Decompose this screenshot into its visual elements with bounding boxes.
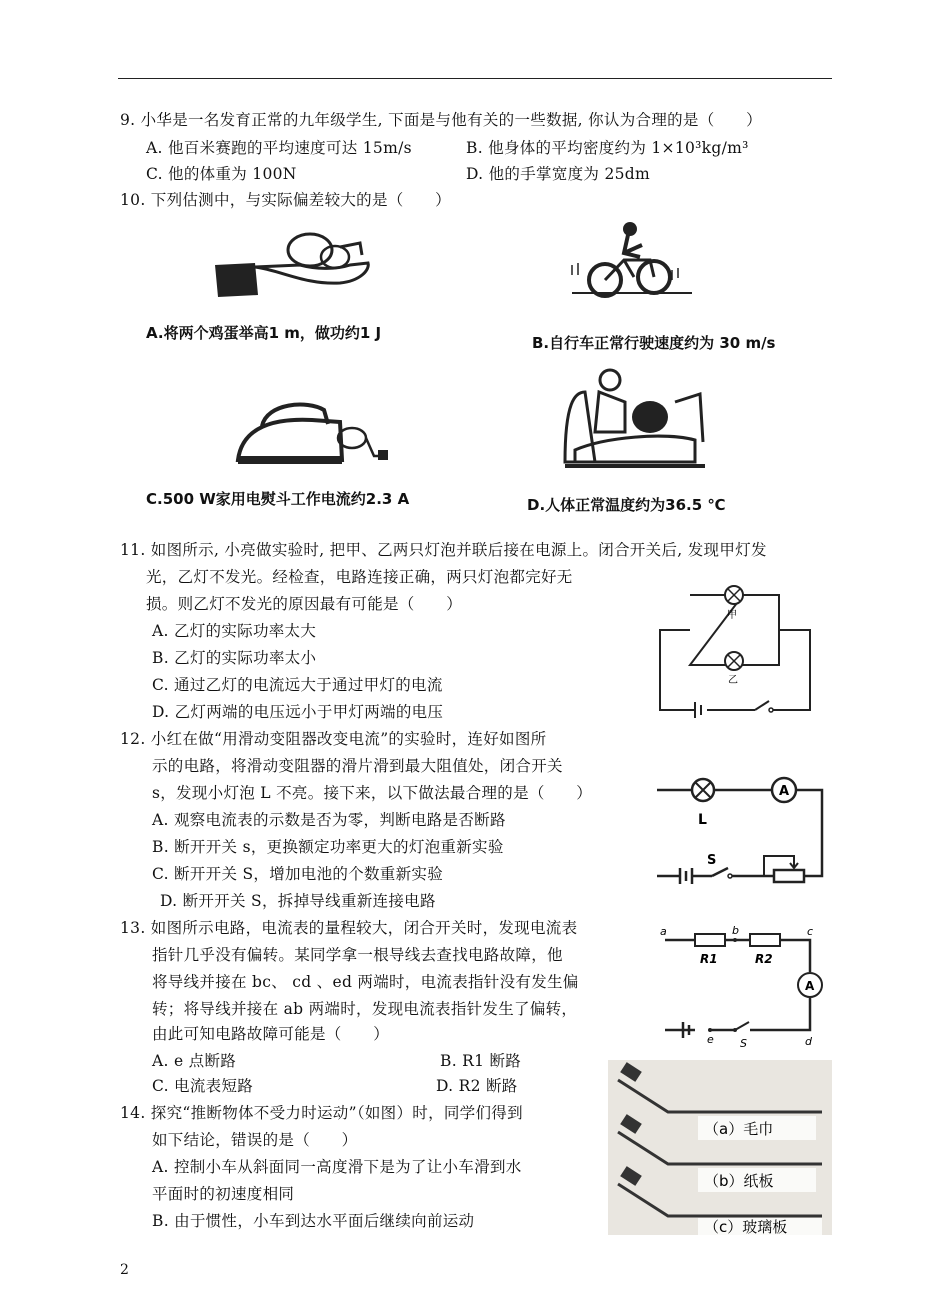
q13-option-b: B. R1 断路 (440, 1052, 522, 1070)
r1-label: R1 (700, 952, 718, 966)
q13-series-circuit (655, 924, 830, 1050)
q12-line1: 12. 小红在做“用滑动变阻器改变电流”的实验时，连好如图所 (120, 730, 547, 748)
q10-caption-a: A.将两个鸡蛋举高1 m，做功约1 J (146, 324, 382, 342)
q10-caption-d: D.人体正常温度约为36.5 ℃ (527, 496, 726, 514)
switch-icon (735, 1022, 749, 1030)
hand-eggs-illustration (210, 225, 380, 305)
ramp-b-label: （b）纸板 (704, 1172, 774, 1190)
q14-line2: 如下结论，错误的是（ ） (152, 1131, 358, 1149)
q14-option-a-line1: A. 控制小车从斜面同一高度滑下是为了让小车滑到水 (152, 1158, 522, 1176)
point-d-label: d (805, 1035, 812, 1048)
point-c-label: c (807, 925, 814, 938)
lamp-L-label: L (698, 812, 707, 828)
ammeter-label: A (779, 784, 790, 799)
q11-line3: 损。则乙灯不发光的原因最有可能是（ ） (146, 595, 463, 613)
switch-label: S (707, 853, 717, 868)
q12-option-a: A. 观察电流表的示数是否为零，判断电路是否断路 (152, 811, 506, 829)
iron-illustration (232, 398, 392, 470)
q14-line1: 14. 探究“推断物体不受力时运动”（如图）时，同学们得到 (120, 1104, 523, 1122)
q9-stem: 9. 小华是一名发育正常的九年级学生, 下面是与他有关的一些数据, 你认为合理的是（ ） (120, 111, 762, 129)
q14-option-a-line2: 平面时的初速度相同 (152, 1185, 295, 1203)
q11-option-c: C. 通过乙灯的电流远大于通过甲灯的电流 (152, 676, 443, 694)
q10-caption-b: B.自行车正常行驶速度约为 30 m/s (532, 334, 776, 352)
q14-ramp-figure (608, 1060, 832, 1235)
q13-option-c: C. 电流表短路 (152, 1077, 254, 1095)
switch-label: S (740, 1037, 747, 1050)
r2-label: R2 (755, 952, 773, 966)
q12-option-b: B. 断开开关 s，更换额定功率更大的灯泡重新实验 (152, 838, 504, 856)
q9-option-b: B. 他身体的平均密度约为 1×10³kg/m³ (466, 139, 749, 157)
q13-line3: 将导线并接在 bc、 cd 、ed 两端时，电流表指针没有发生偏 (152, 973, 579, 991)
cyclist-illustration (562, 215, 702, 307)
q10-stem: 10. 下列估测中，与实际偏差较大的是（ ） (120, 191, 451, 209)
rheostat-icon (774, 870, 804, 882)
q13-line4: 转；将导线并接在 ab 两端时，发现电流表指针发生了偏转， (152, 1000, 578, 1018)
battery-icon (695, 702, 701, 718)
lamp-jia-label: 甲 (727, 610, 737, 621)
lamp-yi-label: 乙 (728, 675, 738, 686)
q11-line2: 光，乙灯不发光。经检查，电路连接正确，两只灯泡都完好无 (146, 568, 573, 586)
header-rule (118, 78, 832, 79)
q12-line3: s，发现小灯泡 L 不亮。接下来，以下做法最合理的是（ ） (152, 784, 593, 802)
battery-icon (680, 868, 692, 884)
ramp-a-label: （a）毛巾 (704, 1120, 774, 1138)
q9-option-a: A. 他百米赛跑的平均速度可达 15m/s (146, 139, 412, 157)
doctor-patient-illustration (555, 362, 715, 480)
ramp-c-label: （c）玻璃板 (704, 1218, 788, 1236)
page-number: 2 (120, 1262, 129, 1278)
point-b-label: b (732, 924, 739, 937)
q11-line1: 11. 如图所示, 小亮做实验时, 把甲、乙两只灯泡并联后接在电源上。闭合开关后, 发现甲灯发 (120, 541, 767, 559)
q12-line2: 示的电路，将滑动变阻器的滑片滑到最大阻值处，闭合开关 (152, 757, 563, 775)
point-a-label: a (660, 925, 667, 938)
q11-parallel-circuit (655, 585, 815, 720)
q12-option-d: D. 断开开关 S，拆掉导线重新连接电路 (160, 892, 436, 910)
q9-option-c: C. 他的体重为 100N (146, 165, 297, 183)
q11-option-d: D. 乙灯两端的电压远小于甲灯两端的电压 (152, 703, 444, 721)
q14-option-b: B. 由于惯性，小车到达水平面后继续向前运动 (152, 1212, 475, 1230)
q12-rheostat-circuit (652, 778, 827, 886)
q9-option-d: D. 他的手掌宽度为 25dm (466, 165, 650, 183)
point-e-label: e (707, 1033, 714, 1046)
q13-line5: 由此可知电路故障可能是（ ） (152, 1025, 390, 1043)
switch-icon (712, 868, 728, 876)
r2-icon (750, 934, 780, 946)
q13-option-d: D. R2 断路 (436, 1077, 518, 1095)
q13-option-a: A. e 点断路 (152, 1052, 237, 1070)
r1-icon (695, 934, 725, 946)
q13-line2: 指针几乎没有偏转。某同学拿一根导线去查找电路故障，他 (152, 946, 563, 964)
ammeter-label: A (805, 979, 815, 993)
q12-option-c: C. 断开开关 S，增加电池的个数重新实验 (152, 865, 444, 883)
switch-icon (755, 701, 769, 710)
q11-option-a: A. 乙灯的实际功率太大 (152, 622, 317, 640)
q13-line1: 13. 如图所示电路，电流表的量程较大，闭合开关时，发现电流表 (120, 919, 578, 937)
q10-caption-c: C.500 W家用电熨斗工作电流约2.3 A (146, 490, 410, 508)
q11-option-b: B. 乙灯的实际功率太小 (152, 649, 317, 667)
